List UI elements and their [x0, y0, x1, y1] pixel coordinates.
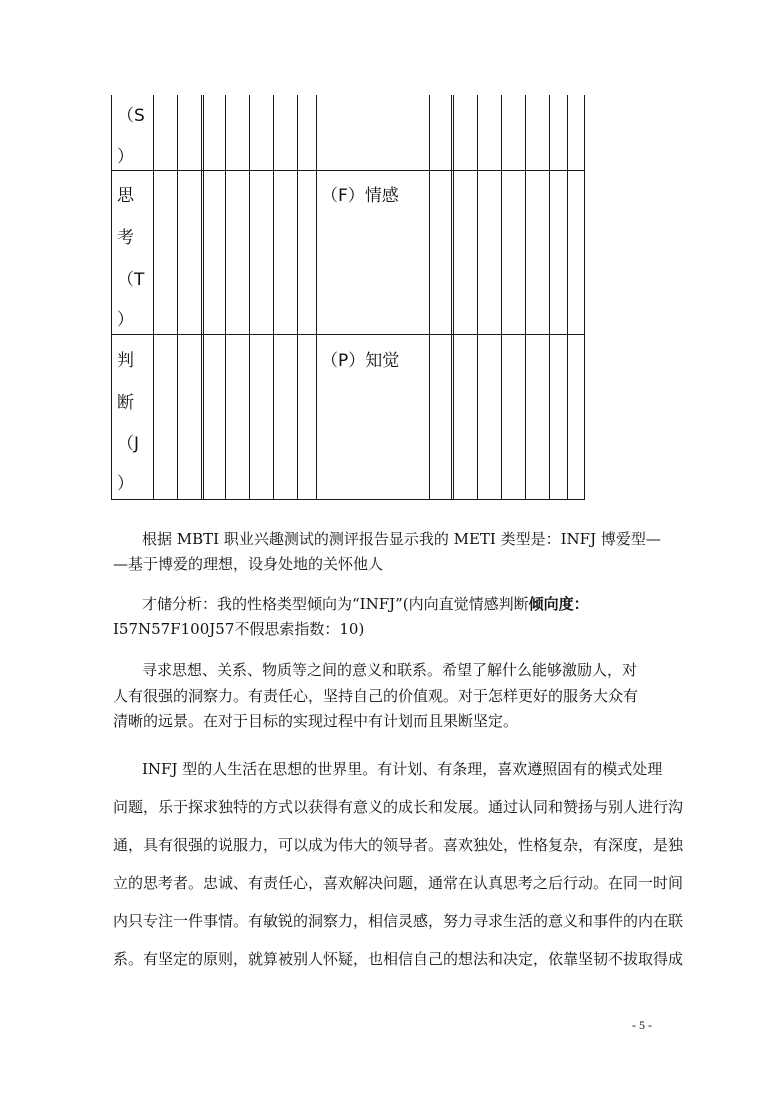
table-hline [111, 499, 585, 500]
table-vline [453, 95, 454, 500]
table-vline [111, 95, 112, 500]
row-label-t-line2: 考 [117, 228, 134, 248]
table-hline [111, 334, 585, 335]
infj-intro: INFJ 型的人生活在思想的世界里。 [142, 760, 378, 778]
paragraph-line: 通，具有很强的说服力，可以成为伟大的领导者。喜欢独处，性格复杂，有深度，是独 [113, 836, 684, 854]
paragraph-line: 内只专注一件事情。有敏锐的洞察力，相信灵感，努力寻求生活的意义和事件的内在联 [113, 912, 684, 930]
paragraph-line: 寻求思想、关系、物质等之间的意义和联系。希望了解什么能够激励人，对 [142, 661, 638, 679]
row-label-t-line3: （T [117, 270, 145, 290]
table-vline [273, 95, 274, 500]
mbti-score-table [111, 95, 585, 500]
table-vline [584, 95, 585, 500]
table-vline [316, 95, 317, 500]
paragraph-line: 清晰的远景。在对于目标的实现过程中有计划而且果断坚定。 [113, 712, 519, 730]
row-label-s-line2: ） [117, 147, 134, 167]
table-vline [451, 95, 452, 500]
paragraph-line: I57N57F100J57不假思索指数：10) [113, 620, 365, 638]
row-label-j-line2: 断 [117, 393, 134, 413]
paragraph-line: 问题，乐于探求独特的方式以获得有意义的成长和发展。通过认同和赞扬与别人进行沟 [113, 798, 684, 816]
row-label-t-line1: 思 [117, 186, 134, 206]
row-label-j-line4: ） [117, 474, 134, 494]
tendency-label: 倾向度： [528, 595, 589, 613]
table-vline [225, 95, 226, 500]
infj-intro-cont: 有计划、有条理，喜欢遵照固有的模式处理 [377, 760, 663, 778]
page-number: - 5 - [632, 1018, 652, 1032]
table-hline [111, 170, 585, 171]
paragraph-line: —基于博爱的理想，设身处地的关怀他人 [113, 555, 384, 573]
opposite-label-f: （F）情感 [321, 186, 399, 206]
paragraph-line [142, 758, 702, 779]
table-vline [477, 95, 478, 500]
paragraph-line: 立的思考者。忠诚、有责任心，喜欢解决问题，通常在认真思考之后行动。在同一时间 [113, 874, 684, 892]
paragraph-line: 系。有坚定的原则，就算被别人怀疑，也相信自己的想法和决定，依靠坚韧不拔取得成 [113, 950, 684, 968]
row-label-s-line1: （S [117, 106, 145, 126]
table-vline [203, 95, 204, 500]
row-label-j-line1: 判 [117, 351, 134, 371]
table-vline [429, 95, 430, 500]
opposite-label-p: （P）知觉 [321, 351, 400, 371]
paragraph-line: 人有很强的洞察力。有责任心，坚持自己的价值观。对于怎样更好的服务大众有 [113, 687, 639, 705]
table-vline [549, 95, 550, 500]
row-label-j-line3: （J [117, 434, 140, 454]
table-vline [501, 95, 502, 500]
paragraph-line: 根据 MBTI 职业兴趣测试的测评报告显示我的 METI 类型是：INFJ 博爱型— [142, 530, 661, 548]
table-vline [201, 95, 202, 500]
table-vline [177, 95, 178, 500]
table-vline [297, 95, 298, 500]
row-label-t-line4: ） [117, 310, 134, 330]
paragraph-line [142, 593, 702, 614]
table-vline [249, 95, 250, 500]
table-vline [525, 95, 526, 500]
table-vline [153, 95, 154, 500]
table-vline [567, 95, 568, 500]
analysis-text: 才储分析：我的性格类型倾向为“INFJ”(内向直觉情感判断 [142, 595, 529, 613]
